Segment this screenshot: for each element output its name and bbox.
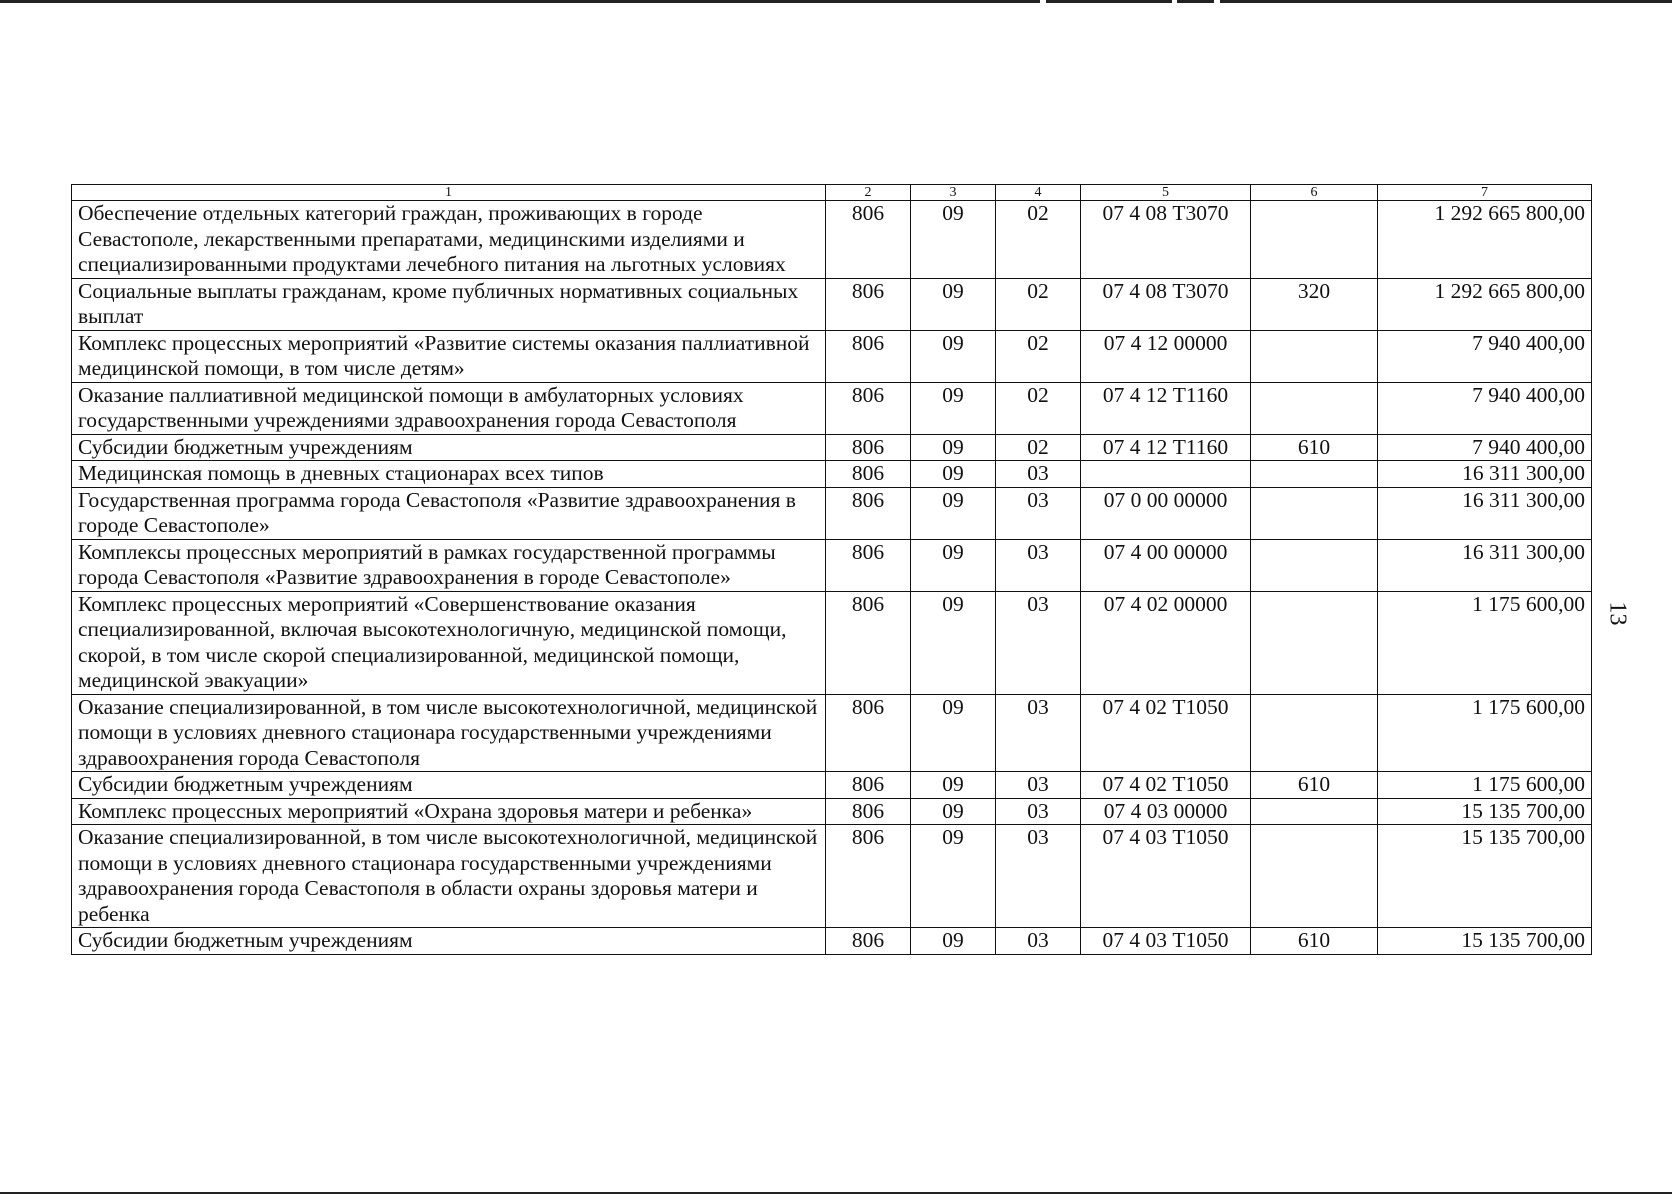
header-cell: 5 [1081, 185, 1251, 201]
row-vr-cell [1251, 539, 1378, 591]
row-csr-cell: 07 4 02 Т1050 [1081, 772, 1251, 799]
table-row [72, 201, 1592, 279]
row-csr-cell: 07 4 08 Т3070 [1081, 201, 1251, 279]
row-csr-cell: 07 4 00 00000 [1081, 539, 1251, 591]
row-ved-cell: 806 [826, 201, 911, 279]
row-ved-cell: 806 [826, 694, 911, 772]
table-row [72, 330, 1592, 382]
table-row [72, 772, 1592, 799]
row-pr-cell: 03 [996, 825, 1081, 928]
row-ved-cell: 806 [826, 539, 911, 591]
table-row [72, 798, 1592, 825]
row-pr-cell: 03 [996, 694, 1081, 772]
row-amount-cell: 15 135 700,00 [1378, 825, 1592, 928]
row-pr-cell: 03 [996, 798, 1081, 825]
row-rz-cell: 09 [911, 434, 996, 461]
header-cell: 2 [826, 185, 911, 201]
row-pr-cell: 03 [996, 487, 1081, 539]
table-row [72, 591, 1592, 694]
row-vr-cell [1251, 330, 1378, 382]
table-row [72, 461, 1592, 488]
row-vr-cell [1251, 201, 1378, 279]
row-rz-cell: 09 [911, 798, 996, 825]
row-amount-cell: 1 292 665 800,00 [1378, 278, 1592, 330]
row-name-cell: Медицинская помощь в дневных стационарах всех типов [72, 461, 826, 488]
row-csr-cell [1081, 461, 1251, 488]
row-ved-cell: 806 [826, 278, 911, 330]
row-vr-cell: 610 [1251, 434, 1378, 461]
page-number: 13 [1604, 601, 1631, 626]
row-vr-cell: 610 [1251, 772, 1378, 799]
row-vr-cell [1251, 798, 1378, 825]
row-rz-cell: 09 [911, 591, 996, 694]
row-name-cell: Комплекс процессных мероприятий «Охрана здоровья матери и ребенка» [72, 798, 826, 825]
row-rz-cell: 09 [911, 461, 996, 488]
row-ved-cell: 806 [826, 487, 911, 539]
row-ved-cell: 806 [826, 330, 911, 382]
row-amount-cell: 1 175 600,00 [1378, 772, 1592, 799]
scan-edge-top [0, 0, 1672, 3]
row-csr-cell: 07 4 12 00000 [1081, 330, 1251, 382]
row-csr-cell: 07 4 02 00000 [1081, 591, 1251, 694]
row-rz-cell: 09 [911, 382, 996, 434]
header-cell: 4 [996, 185, 1081, 201]
row-rz-cell: 09 [911, 330, 996, 382]
budget-table [71, 184, 1592, 955]
table-row [72, 278, 1592, 330]
row-ved-cell: 806 [826, 825, 911, 928]
row-ved-cell: 806 [826, 461, 911, 488]
row-csr-cell: 07 4 03 Т1050 [1081, 825, 1251, 928]
row-vr-cell [1251, 825, 1378, 928]
table-row [72, 434, 1592, 461]
row-pr-cell: 03 [996, 591, 1081, 694]
row-name-cell: Государственная программа города Севастополя «Развитие здравоохранения в городе Севастополе» [72, 487, 826, 539]
table-row [72, 539, 1592, 591]
row-amount-cell: 1 292 665 800,00 [1378, 201, 1592, 279]
row-name-cell: Обеспечение отдельных категорий граждан, проживающих в городе Севастополе, лекарственными препаратами, медицинскими изделиями и специализированными продуктами лечебного питания на льготных условиях [72, 201, 826, 279]
row-rz-cell: 09 [911, 539, 996, 591]
table-row [72, 928, 1592, 955]
row-vr-cell [1251, 591, 1378, 694]
header-cell: 6 [1251, 185, 1378, 201]
row-ved-cell: 806 [826, 928, 911, 955]
row-name-cell: Субсидии бюджетным учреждениям [72, 928, 826, 955]
row-rz-cell: 09 [911, 201, 996, 279]
row-amount-cell: 1 175 600,00 [1378, 591, 1592, 694]
row-ved-cell: 806 [826, 434, 911, 461]
row-name-cell: Оказание специализированной, в том числе высокотехнологичной, медицинской помощи в условиях дневного стационара государственными учреждениями здравоохранения города Севастополя [72, 694, 826, 772]
row-rz-cell: 09 [911, 278, 996, 330]
scan-edge-bottom [0, 1192, 1672, 1194]
row-amount-cell: 16 311 300,00 [1378, 487, 1592, 539]
row-ved-cell: 806 [826, 798, 911, 825]
row-csr-cell: 07 4 12 Т1160 [1081, 434, 1251, 461]
row-csr-cell: 07 0 00 00000 [1081, 487, 1251, 539]
header-cell: 7 [1378, 185, 1592, 201]
row-rz-cell: 09 [911, 694, 996, 772]
row-rz-cell: 09 [911, 825, 996, 928]
row-csr-cell: 07 4 02 Т1050 [1081, 694, 1251, 772]
row-amount-cell: 15 135 700,00 [1378, 798, 1592, 825]
row-amount-cell: 15 135 700,00 [1378, 928, 1592, 955]
table-row [72, 825, 1592, 928]
table-body [72, 201, 1592, 955]
row-vr-cell: 320 [1251, 278, 1378, 330]
row-name-cell: Субсидии бюджетным учреждениям [72, 772, 826, 799]
row-csr-cell: 07 4 12 Т1160 [1081, 382, 1251, 434]
row-amount-cell: 1 175 600,00 [1378, 694, 1592, 772]
row-pr-cell: 02 [996, 201, 1081, 279]
table-header [72, 185, 1592, 201]
row-name-cell: Комплекс процессных мероприятий «Совершенствование оказания специализированной, включая высокотехнологичную, медицинской помощи, скорой, в том числе скорой специализированной, медицинской помощи, медицинской эвакуации» [72, 591, 826, 694]
row-csr-cell: 07 4 08 Т3070 [1081, 278, 1251, 330]
table-row [72, 382, 1592, 434]
row-pr-cell: 02 [996, 278, 1081, 330]
header-cell: 1 [72, 185, 826, 201]
row-amount-cell: 16 311 300,00 [1378, 539, 1592, 591]
row-vr-cell [1251, 694, 1378, 772]
row-name-cell: Оказание паллиативной медицинской помощи в амбулаторных условиях государственными учреждениями здравоохранения города Севастополя [72, 382, 826, 434]
row-amount-cell: 7 940 400,00 [1378, 330, 1592, 382]
row-pr-cell: 02 [996, 382, 1081, 434]
header-cell: 3 [911, 185, 996, 201]
row-rz-cell: 09 [911, 487, 996, 539]
row-pr-cell: 03 [996, 461, 1081, 488]
row-pr-cell: 03 [996, 539, 1081, 591]
table-row [72, 487, 1592, 539]
row-vr-cell [1251, 487, 1378, 539]
row-ved-cell: 806 [826, 382, 911, 434]
row-name-cell: Субсидии бюджетным учреждениям [72, 434, 826, 461]
row-name-cell: Комплекс процессных мероприятий «Развитие системы оказания паллиативной медицинской помощи, в том числе детям» [72, 330, 826, 382]
row-ved-cell: 806 [826, 591, 911, 694]
row-pr-cell: 02 [996, 434, 1081, 461]
row-amount-cell: 7 940 400,00 [1378, 382, 1592, 434]
row-rz-cell: 09 [911, 928, 996, 955]
row-pr-cell: 02 [996, 330, 1081, 382]
row-csr-cell: 07 4 03 00000 [1081, 798, 1251, 825]
row-pr-cell: 03 [996, 928, 1081, 955]
row-pr-cell: 03 [996, 772, 1081, 799]
row-vr-cell [1251, 461, 1378, 488]
row-name-cell: Оказание специализированной, в том числе высокотехнологичной, медицинской помощи в условиях дневного стационара государственными учреждениями здравоохранения города Севастополя в области охраны здоровья матери и ребенка [72, 825, 826, 928]
row-name-cell: Социальные выплаты гражданам, кроме публичных нормативных социальных выплат [72, 278, 826, 330]
header-row [72, 185, 1592, 201]
table-row [72, 694, 1592, 772]
row-rz-cell: 09 [911, 772, 996, 799]
row-amount-cell: 7 940 400,00 [1378, 434, 1592, 461]
row-csr-cell: 07 4 03 Т1050 [1081, 928, 1251, 955]
row-vr-cell [1251, 382, 1378, 434]
row-amount-cell: 16 311 300,00 [1378, 461, 1592, 488]
row-vr-cell: 610 [1251, 928, 1378, 955]
row-ved-cell: 806 [826, 772, 911, 799]
row-name-cell: Комплексы процессных мероприятий в рамках государственной программы города Севастополя «Развитие здравоохранения в городе Севастополе» [72, 539, 826, 591]
